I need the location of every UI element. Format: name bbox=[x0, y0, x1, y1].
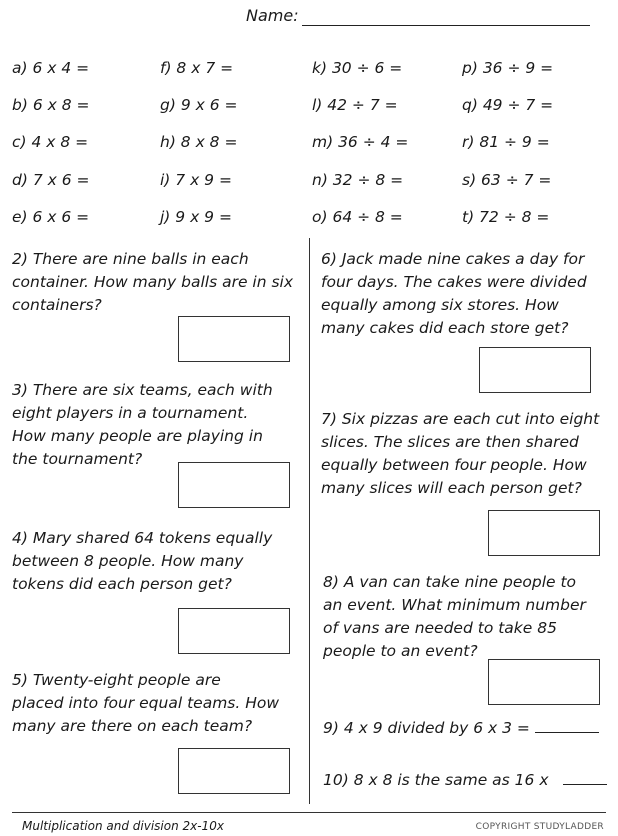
problem-4-line: 4) Mary shared 64 tokens equally bbox=[12, 529, 273, 547]
answer-box-5[interactable] bbox=[178, 748, 290, 794]
fact-d: d) 7 x 6 = bbox=[12, 171, 90, 189]
answer-box-4[interactable] bbox=[178, 608, 290, 654]
problem-8-line: people to an event? bbox=[323, 642, 478, 660]
answer-box-3[interactable] bbox=[178, 462, 290, 508]
answer-line-9[interactable] bbox=[535, 718, 599, 733]
answer-box-8[interactable] bbox=[488, 659, 600, 705]
fact-l: l) 42 ÷ 7 = bbox=[312, 96, 398, 114]
fact-c: c) 4 x 8 = bbox=[12, 133, 89, 151]
problem-5-line: many are there on each team? bbox=[12, 717, 253, 735]
fact-j: j) 9 x 9 = bbox=[160, 208, 232, 226]
problem-7-line: slices. The slices are then shared bbox=[321, 433, 579, 451]
problem-8-line: of vans are needed to take 85 bbox=[323, 619, 557, 637]
problem-6-line: four days. The cakes were divided bbox=[321, 273, 587, 291]
problem-3-line: eight players in a tournament. bbox=[12, 404, 249, 422]
problem-8 bbox=[323, 571, 613, 663]
fact-o: o) 64 ÷ 8 = bbox=[312, 208, 403, 226]
worksheet-title: Multiplication and division 2x-10x bbox=[22, 819, 224, 833]
problem-2-line: container. How many balls are in six bbox=[12, 273, 294, 291]
fact-i: i) 7 x 9 = bbox=[160, 171, 232, 189]
copyright-text: COPYRIGHT STUDYLADDER bbox=[475, 822, 604, 832]
problem-7-line: many slices will each person get? bbox=[321, 479, 582, 497]
problem-9 bbox=[323, 717, 599, 740]
fact-e: e) 6 x 6 = bbox=[12, 208, 90, 226]
problem-4-line: between 8 people. How many bbox=[12, 552, 244, 570]
footer-divider bbox=[12, 812, 606, 813]
fact-b: b) 6 x 8 = bbox=[12, 96, 90, 114]
name-field[interactable] bbox=[302, 25, 590, 26]
fact-q: q) 49 ÷ 7 = bbox=[462, 96, 554, 114]
answer-line-10[interactable] bbox=[563, 770, 607, 785]
problem-4-line: tokens did each person get? bbox=[12, 575, 232, 593]
problem-5-line: placed into four equal teams. How bbox=[12, 694, 280, 712]
fact-p: p) 36 ÷ 9 = bbox=[462, 59, 554, 77]
fact-t: t) 72 ÷ 8 = bbox=[462, 208, 550, 226]
fact-n: n) 32 ÷ 8 = bbox=[312, 171, 404, 189]
problem-2-line: containers? bbox=[12, 296, 102, 314]
problem-3 bbox=[12, 379, 304, 471]
problem-9-text: 9) 4 x 9 divided by 6 x 3 = bbox=[323, 719, 530, 737]
problem-5-line: 5) Twenty-eight people are bbox=[12, 671, 221, 689]
problem-3-line: How many people are playing in bbox=[12, 427, 263, 445]
problem-6-line: many cakes did each store get? bbox=[321, 319, 569, 337]
problem-3-line: 3) There are six teams, each with bbox=[12, 381, 273, 399]
problem-2 bbox=[12, 248, 304, 317]
answer-box-2[interactable] bbox=[178, 316, 290, 362]
problem-5 bbox=[12, 669, 304, 738]
problem-10-text: 10) 8 x 8 is the same as 16 x bbox=[323, 771, 549, 789]
fact-f: f) 8 x 7 = bbox=[160, 59, 234, 77]
problem-7-line: 7) Six pizzas are each cut into eight bbox=[321, 410, 600, 428]
problem-10 bbox=[323, 769, 607, 792]
problem-8-line: an event. What minimum number bbox=[323, 596, 586, 614]
column-divider bbox=[309, 238, 310, 804]
problem-8-line: 8) A van can take nine people to bbox=[323, 573, 577, 591]
fact-s: s) 63 ÷ 7 = bbox=[462, 171, 552, 189]
problem-6-line: equally among six stores. How bbox=[321, 296, 559, 314]
problem-4 bbox=[12, 527, 304, 596]
fact-k: k) 30 ÷ 6 = bbox=[312, 59, 403, 77]
fact-r: r) 81 ÷ 9 = bbox=[462, 133, 550, 151]
problem-6-line: 6) Jack made nine cakes a day for bbox=[321, 250, 585, 268]
problem-6 bbox=[321, 248, 611, 340]
problem-7 bbox=[321, 408, 611, 500]
answer-box-6[interactable] bbox=[479, 347, 591, 393]
problem-7-line: equally between four people. How bbox=[321, 456, 587, 474]
fact-m: m) 36 ÷ 4 = bbox=[312, 133, 409, 151]
problem-3-line: the tournament? bbox=[12, 450, 143, 468]
fact-g: g) 9 x 6 = bbox=[160, 96, 238, 114]
fact-h: h) 8 x 8 = bbox=[160, 133, 238, 151]
name-label: Name: bbox=[246, 6, 299, 25]
answer-box-7[interactable] bbox=[488, 510, 600, 556]
fact-a: a) 6 x 4 = bbox=[12, 59, 90, 77]
problem-2-line: 2) There are nine balls in each bbox=[12, 250, 249, 268]
